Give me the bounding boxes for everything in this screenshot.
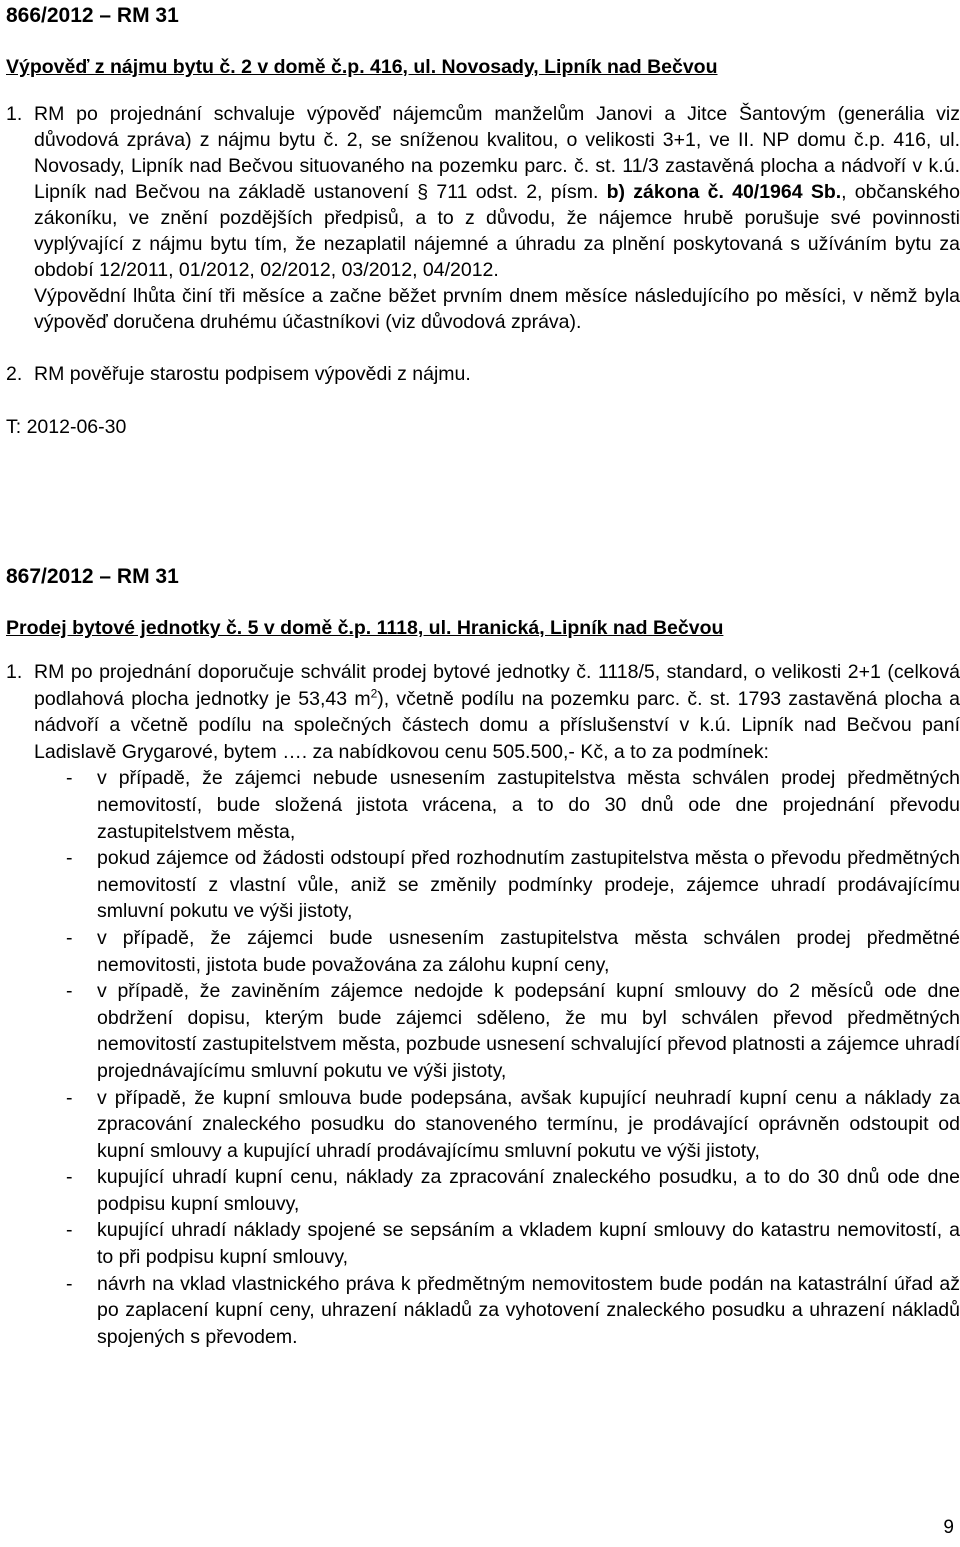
condition-item: [6, 1085, 960, 1165]
condition-text: v případě, že zájemci nebude usnesením zastupitelstva města schválen prodej předmětných nemovitostí, bude složená jistota vrácena, a to do 30 dnů ode dne projednání převodu zastupitelstvem města,: [97, 767, 960, 843]
bullet-marker: -: [66, 926, 73, 949]
condition-item: [6, 978, 960, 1084]
resolution-heading: 867/2012 – RM 31: [6, 565, 179, 588]
section-867: [6, 565, 960, 1350]
section-866: [6, 4, 960, 440]
condition-text: návrh na vklad vlastnického práva k předmětným nemovitostem bude podán na katastrální úřad až po zaplacení kupní ceny, uhrazení nákladů za vyhotovení znaleckého posudku a uhrazení nákladů spojených s převodem.: [97, 1272, 960, 1348]
condition-text: kupující uhradí náklady spojené se sepsáním a vkladem kupní smlouvy do katastru nemovitostí, a to při podpisu kupní smlouvy,: [97, 1219, 960, 1269]
item-text-part: RM po projednání schvaluje výpověď nájemcům manželům Janovi a Jitce Šantovým (generália viz důvodová zpráva) z nájmu bytu č. 2, se sníženou kvalitou, o velikosti 3+1, ve II. NP domu č.p. 416, ul. Novosady, Lipník nad Bečvou situovaného na pozemku parc. č. st. 11/3 zastavěná plocha a nádvoří v k.ú. Lipník nad Bečvou na základě ustanovení § 711 odst. 2, písm.: [34, 103, 960, 203]
condition-text: kupující uhradí kupní cenu, náklady za zpracování znaleckého posudku, a to do 30 dnů ode dne podpisu kupní smlouvy,: [97, 1166, 960, 1215]
bullet-marker: -: [66, 1219, 73, 1242]
item-text: [34, 659, 960, 765]
item-paragraph: [34, 101, 960, 283]
condition-item: [6, 845, 960, 925]
item-text: RM pověřuje starostu podpisem výpovědi z nájmu.: [34, 363, 471, 385]
condition-item: [6, 925, 960, 978]
bullet-marker: -: [66, 1086, 73, 1109]
item-text-part: , občanského zákoníku, ve znění pozdějších předpisů, a to z důvodu, že nájemce hrubě porušuje své povinnosti vyplývající z nájmu bytu tím, že nezaplatil nájemné a úhradu za plnění poskytovaná s užíváním bytu za období 12/2011, 01/2012, 02/2012, 03/2012, 04/2012.: [34, 181, 960, 281]
notice-period-paragraph: Výpovědní lhůta činí tři měsíce a začne běžet prvním dnem měsíce následujícího po měsíci, v němž byla výpověď doručena druhému účastníkovi (viz důvodová zpráva).: [34, 285, 960, 333]
item-text-part: RM po projednání doporučuje schválit prodej bytové jednotky č. 1118/5, standard, o velikosti 2+1 (celková podlahová plocha jednotky je 53,43 m: [34, 661, 960, 710]
resolution-item-1: [6, 101, 960, 335]
item-text-part: ), včetně podílu na pozemku parc. č. st. 1793 zastavěná plocha a nádvoří a včetně podílu na společných částech domu a příslušenství v k.ú. Lipník nad Bečvou paní Ladislavě Grygarové, bytem …. za nabídkovou cenu 505.500,- Kč, a to za podmínek:: [34, 687, 960, 763]
item-number: 1.: [6, 103, 23, 125]
condition-item: [6, 1271, 960, 1351]
conditions-list: [6, 765, 960, 1350]
bullet-marker: -: [66, 1272, 73, 1295]
bullet-marker: -: [66, 767, 73, 790]
condition-item: [6, 1164, 960, 1217]
condition-text: pokud zájemce od žádosti odstoupí před rozhodnutím zastupitelstva města o převodu předmětných nemovitostí z vlastní vůle, aniž se změnily podmínky prodeje, zájemce uhradí prodávajícímu smluvní pokutu ve výši jistoty,: [97, 847, 960, 923]
condition-text: v případě, že zájemci bude usnesením zastupitelstva města schválen prodej předmětné nemovitosti, jistota bude považována za zálohu kupní ceny,: [97, 926, 960, 976]
deadline: T: 2012-06-30: [6, 416, 127, 438]
resolution-title: Výpověď z nájmu bytu č. 2 v domě č.p. 416, ul. Novosady, Lipník nad Bečvou: [6, 56, 718, 78]
bullet-marker: -: [66, 980, 73, 1003]
bullet-marker: -: [66, 847, 73, 870]
superscript: 2: [370, 686, 378, 701]
resolution-heading: 866/2012 – RM 31: [6, 4, 179, 27]
resolution-item-1: [6, 659, 960, 765]
page-number: 9: [943, 1517, 954, 1538]
item-text: [34, 101, 960, 335]
resolution-item-2: [6, 361, 960, 387]
condition-item: [6, 1217, 960, 1270]
condition-item: [6, 765, 960, 845]
law-reference: b) zákona č. 40/1964 Sb.: [606, 181, 842, 203]
resolution-title: Prodej bytové jednotky č. 5 v domě č.p. 1118, ul. Hranická, Lipník nad Bečvou: [6, 617, 724, 639]
item-number: 1.: [6, 661, 23, 683]
condition-text: v případě, že kupní smlouva bude podepsána, avšak kupující neuhradí kupní cenu a náklady za zpracování znaleckého posudku do stanoveného termínu, je prodávající oprávněn odstoupit od kupní smlouvy a kupující uhradí prodávajícímu smluvní pokutu ve výši jistoty,: [97, 1086, 960, 1162]
item-number: 2.: [6, 363, 23, 385]
condition-text: v případě, že zaviněním zájemce nedojde k podepsání kupní smlouvy do 2 měsíců ode dne obdržení dopisu, kterým bude zájemci sděleno, že mu byl schválen převod předmětných nemovitostí zastupitelstvem města, pozbude usnesení schvalující převod platnosti a zájemce uhradí projednávajícímu smluvní pokutu ve výši jistoty,: [97, 980, 960, 1082]
bullet-marker: -: [66, 1166, 73, 1189]
